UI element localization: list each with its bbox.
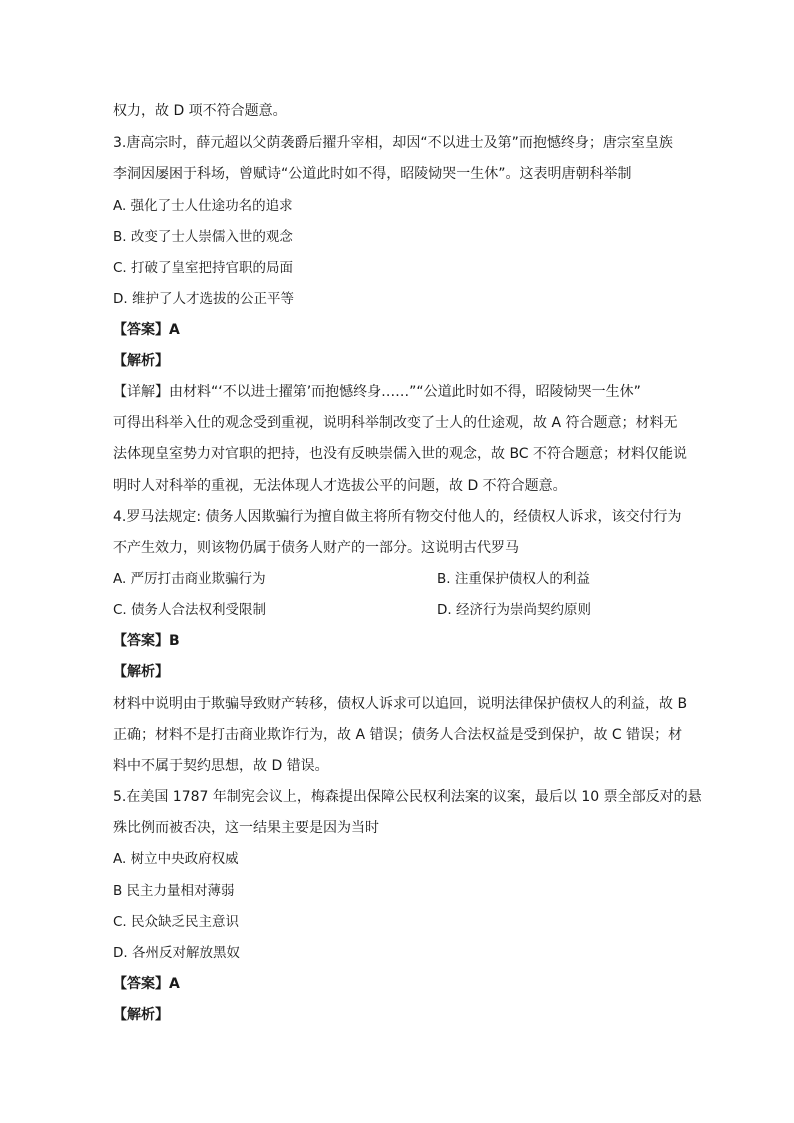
q3-analysis-text: 法体现皇室势力对官职的把持，也没有反映崇儒入世的观念，故 BC 不符合题意；材料仅能说	[113, 446, 688, 462]
q4-answer: 【答案】B	[113, 633, 180, 649]
q5-option-d: D. 各州反对解放黑奴	[113, 945, 240, 961]
q5-option-b: B 民主力量相对薄弱	[113, 883, 235, 899]
q5-option-c: C. 民众缺乏民主意识	[113, 914, 240, 930]
q3-analysis-text: 【详解】由材料“‘不以进士擢第’而抱憾终身……”“公道此时如不得，昭陵恸哭一生休”	[113, 384, 641, 400]
q4-option-a: A. 严厉打击商业欺骗行为	[113, 571, 266, 587]
question-4-stem-cont: 不产生效力，则该物仍属于债务人财产的一部分。这说明古代罗马	[113, 540, 519, 556]
q3-option-a: A. 强化了士人仕途功名的追求	[113, 198, 293, 214]
q3-answer: 【答案】A	[113, 322, 180, 338]
text-line: 权力，故 D 项不符合题意。	[113, 103, 287, 119]
q3-analysis-heading: 【解析】	[113, 353, 169, 369]
question-4-stem: 4.罗马法规定: 债务人因欺骗行为擅自做主将所有物交付他人的，经债权人诉求，该交付行为	[113, 509, 682, 525]
q3-option-b: B. 改变了士人崇儒入世的观念	[113, 229, 293, 245]
q4-option-b: B. 注重保护债权人的利益	[437, 571, 590, 587]
q5-answer: 【答案】A	[113, 976, 180, 992]
q3-option-c: C. 打破了皇室把持官职的局面	[113, 260, 294, 276]
q4-analysis-text: 正确；材料不是打击商业欺诈行为，故 A 错误；债务人合法权益是受到保护，故 C 错误；材	[113, 727, 683, 743]
q4-analysis-text: 材料中说明由于欺骗导致财产转移，债权人诉求可以追回，说明法律保护债权人的利益，故 B	[113, 696, 688, 712]
question-5-stem-cont: 殊比例而被否决，这一结果主要是因为当时	[113, 820, 379, 836]
q4-option-d: D. 经济行为崇尚契约原则	[437, 602, 591, 618]
q3-analysis-text: 明时人对科举的重视，无法体现人才选拔公平的问题，故 D 不符合题意。	[113, 478, 567, 494]
q5-option-a: A. 树立中央政府权威	[113, 851, 239, 867]
q5-analysis-heading: 【解析】	[113, 1007, 169, 1023]
q4-analysis-text: 料中不属于契约思想，故 D 错误。	[113, 758, 329, 774]
question-5-stem: 5.在美国 1787 年制宪会议上，梅森提出保障公民权利法案的议案，最后以 10 票全部反对的悬	[113, 789, 702, 805]
question-3-stem: 3.唐高宗时，薛元超以父荫袭爵后擢升宰相，却因“不以进士及第”而抱憾终身；唐宗室皇族	[113, 135, 673, 151]
q3-option-d: D. 维护了人才选拔的公正平等	[113, 291, 294, 307]
q3-analysis-text: 可得出科举入仕的观念受到重视，说明科举制改变了士人的仕途观，故 A 符合题意；材料无	[113, 415, 678, 431]
question-3-stem-cont: 李洞因屡困于科场，曾赋诗“公道此时如不得，昭陵恸哭一生休”。这表明唐朝科举制	[113, 166, 632, 182]
q4-analysis-heading: 【解析】	[113, 664, 169, 680]
q4-option-c: C. 债务人合法权利受限制	[113, 602, 267, 618]
